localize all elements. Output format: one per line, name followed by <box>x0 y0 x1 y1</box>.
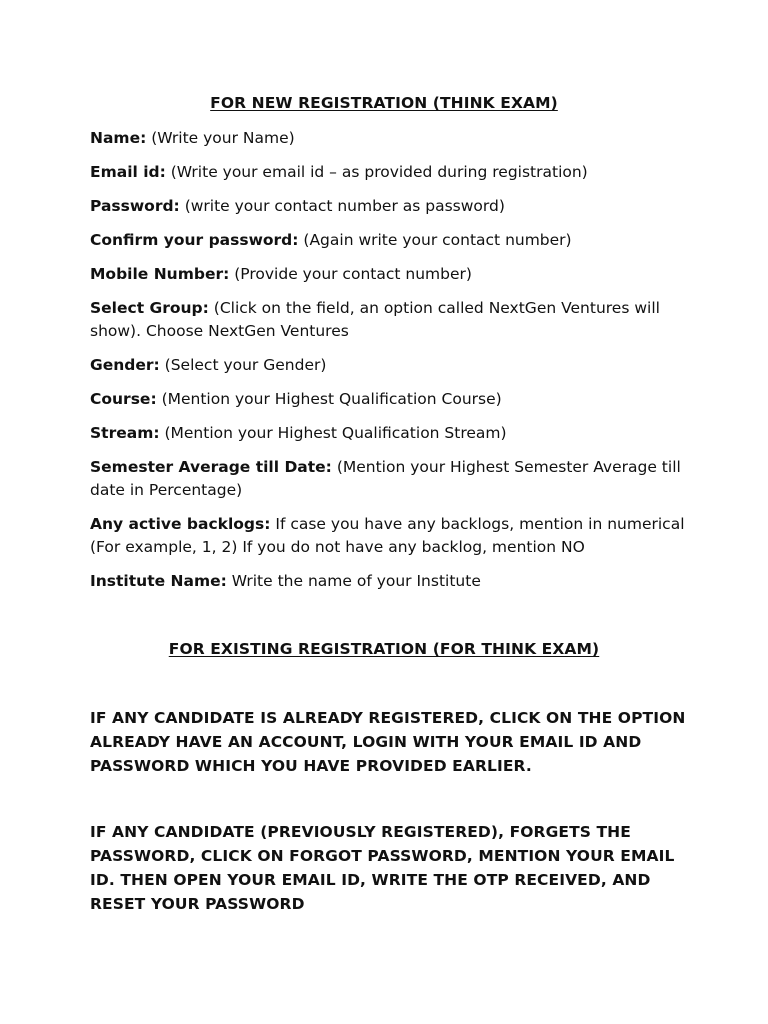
field-label: Email id: <box>90 163 166 181</box>
field-text: (Write your email id – as provided during registration) <box>165 163 588 181</box>
field-text: (Again write your contact number) <box>298 231 572 249</box>
field-text: (Mention your Highest Qualification Stream) <box>159 424 507 442</box>
field-text: Write the name of your Institute <box>226 572 481 590</box>
new-registration-heading: FOR NEW REGISTRATION (THINK EXAM) <box>210 94 558 112</box>
field-label: Mobile Number: <box>90 265 230 283</box>
field-institute-name <box>90 570 690 593</box>
field-stream <box>90 422 690 445</box>
field-label: Course: <box>90 390 157 408</box>
field-semester-average <box>90 456 690 502</box>
field-select-group <box>90 297 690 343</box>
field-text: (Mention your Highest Qualification Course) <box>156 390 502 408</box>
field-text: (write your contact number as password) <box>179 197 505 215</box>
field-label: Confirm your password: <box>90 231 299 249</box>
field-text: (Click on the field, an option called NextGen Ventures will show). Choose NextGen Ventures <box>90 299 660 340</box>
field-mobile-number <box>90 263 690 286</box>
field-active-backlogs <box>90 513 690 559</box>
field-text: (Select your Gender) <box>159 356 327 374</box>
field-course <box>90 388 690 411</box>
field-email-id <box>90 161 690 184</box>
field-label: Gender: <box>90 356 160 374</box>
already-registered-notice: IF ANY CANDIDATE IS ALREADY REGISTERED, CLICK ON THE OPTION ALREADY HAVE AN ACCOUNT, LOGIN WITH YOUR EMAIL ID AND PASSWORD WHICH YOU HAVE PROVIDED EARLIER. <box>90 709 686 775</box>
forgot-password-notice: IF ANY CANDIDATE (PREVIOUSLY REGISTERED), FORGETS THE PASSWORD, CLICK ON FORGOT PASSWORD, MENTION YOUR EMAIL ID. THEN OPEN YOUR EMAIL ID, WRITE THE OTP RECEIVED, AND RESET YOUR PASSWORD <box>90 823 675 913</box>
field-text: (Write your Name) <box>146 129 295 147</box>
field-text: (Provide your contact number) <box>229 265 472 283</box>
field-password <box>90 195 690 218</box>
field-label: Name: <box>90 129 147 147</box>
field-label: Institute Name: <box>90 572 227 590</box>
field-text: (Mention your Highest Semester Average till date in Percentage) <box>90 458 681 499</box>
field-text: If case you have any backlogs, mention in numerical (For example, 1, 2) If you do not have any backlog, mention NO <box>90 515 685 556</box>
field-label: Semester Average till Date: <box>90 458 332 476</box>
field-confirm-password <box>90 229 690 252</box>
field-label: Any active backlogs: <box>90 515 271 533</box>
field-label: Stream: <box>90 424 160 442</box>
field-label: Password: <box>90 197 180 215</box>
field-name <box>90 127 690 150</box>
field-gender <box>90 354 690 377</box>
existing-registration-heading: FOR EXISTING REGISTRATION (FOR THINK EXAM) <box>168 640 600 658</box>
field-label: Select Group: <box>90 299 209 317</box>
